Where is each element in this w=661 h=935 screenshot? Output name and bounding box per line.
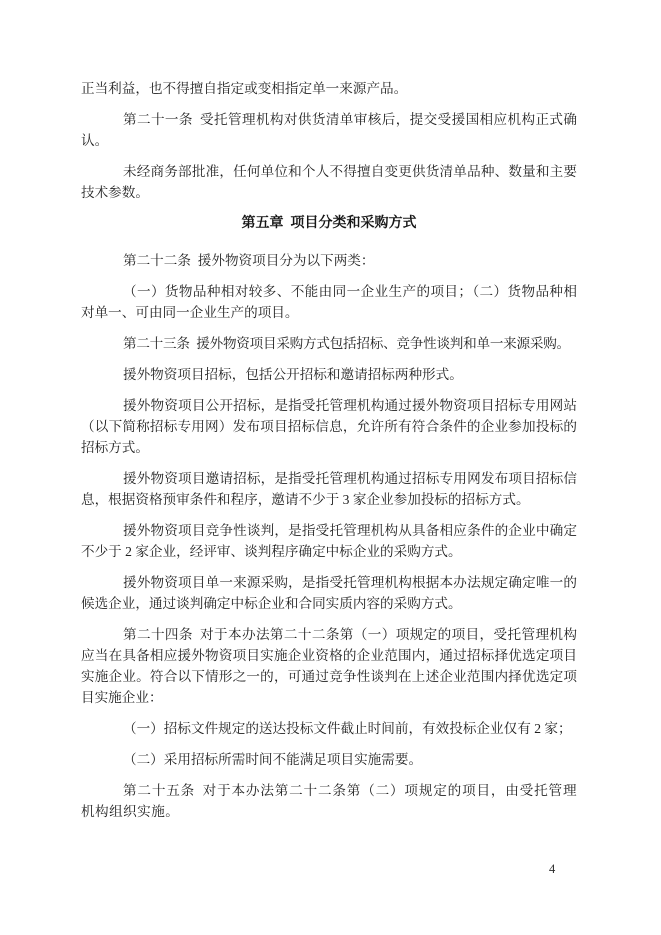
- article-25-main: 第二十五条 对于本办法第二十二条第（二）项规定的项目，由受托管理机构组织实施。: [81, 783, 577, 819]
- document-body: [81, 78, 577, 832]
- article-23-intro: 第二十三条 援外物资项目采购方式包括招标、竞争性谈判和单一来源采购。: [123, 336, 570, 351]
- article-23-open-tender-definition: 援外物资项目公开招标，是指受托管理机构通过援外物资项目招标专用网站（以下简称招标专用网）发布项目招标信息，允许所有符合条件的企业参加投标的招标方式。: [81, 398, 577, 455]
- article-21-main: 第二十一条 受托管理机构对供货清单审核后，提交受援国相应机构正式确认。: [81, 112, 577, 148]
- article-23-single-source-definition: 援外物资项目单一来源采购，是指受托管理机构根据本办法规定确定唯一的候选企业，通过谈判确定中标企业和合同实质内容的采购方式。: [81, 575, 577, 611]
- continuation-paragraph: 正当利益，也不得擅自指定或变相指定单一来源产品。: [81, 81, 408, 96]
- article-21-supplement: 未经商务部批准，任何单位和个人不得擅自变更供货清单品种、数量和主要技术参数。: [81, 164, 577, 200]
- article-22-items: （一）货物品种相对较多、不能由同一企业生产的项目；（二）货物品种相对单一、可由同一企业生产的项目。: [81, 284, 577, 320]
- article-23-tender-forms: 援外物资项目招标，包括公开招标和邀请招标两种形式。: [123, 367, 463, 382]
- article-23-invited-tender-definition: 援外物资项目邀请招标，是指受托管理机构通过招标专用网发布项目招标信息，根据资格预审条件和程序，邀请不少于 3 家企业参加投标的招标方式。: [81, 471, 577, 507]
- page-number: 4: [549, 862, 556, 876]
- chapter-5-heading: 第五章 项目分类和采购方式: [241, 216, 417, 231]
- article-24-item-2: （二）采用招标所需时间不能满足项目实施需要。: [123, 752, 423, 767]
- article-22-intro: 第二十二条 援外物资项目分为以下两类：: [123, 253, 375, 268]
- article-24-main: 第二十四条 对于本办法第二十二条第（一）项规定的项目，受托管理机构应当在具备相应援外物资项目实施企业资格的企业范围内，通过招标择优选定项目实施企业。符合以下情形之一的，可通过竞争性谈判在上述企业范围内择优选定项目实施企业：: [81, 627, 577, 705]
- article-23-competitive-negotiation-definition: 援外物资项目竞争性谈判，是指受托管理机构从具备相应条件的企业中确定不少于 2 家企业，经评审、谈判程序确定中标企业的采购方式。: [81, 523, 577, 559]
- article-24-item-1: （一）招标文件规定的送达投标文件截止时间前，有效投标企业仅有 2 家；: [123, 721, 572, 736]
